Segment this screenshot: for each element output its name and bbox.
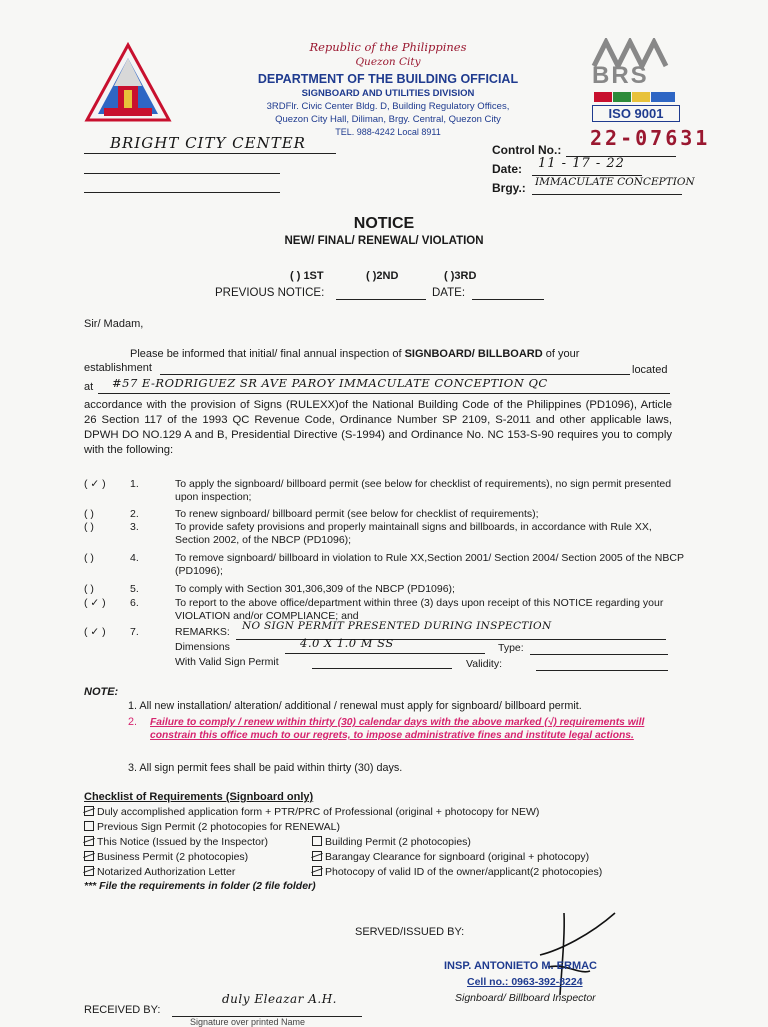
checklist-item-1: Duly accomplished application form + PTR/PRC of Professional (original + photocopy for NEW)	[84, 806, 539, 819]
establishment-label: establishment	[84, 362, 152, 374]
note-1: 1. All new installation/ alteration/ additional / renewal must apply for signboard/ billboard permit.	[128, 700, 582, 712]
folder-note: *** File the requirements in folder (2 file folder)	[84, 880, 316, 892]
notice-title: NOTICE	[353, 215, 415, 232]
brgy-label: Brgy.:	[492, 181, 526, 195]
inspector-cell: Cell no.: 0963-392-8224	[467, 976, 583, 988]
third-notice-option: ( )3RD	[444, 270, 477, 282]
city-line: Quezon City	[355, 56, 421, 68]
salutation: Sir/ Madam,	[84, 318, 144, 330]
remarks-value: NO SIGN PERMIT PRESENTED DURING INSPECTION	[242, 620, 552, 632]
checkbox	[312, 836, 322, 846]
checklist-item-3: This Notice (Issued by the Inspector)	[84, 836, 268, 849]
note-2-number: 2.	[128, 716, 138, 728]
checkbox	[84, 866, 94, 876]
valid-permit-label: With Valid Sign Permit	[175, 656, 279, 668]
served-label: SERVED/ISSUED BY:	[355, 926, 465, 938]
date-value: 11 - 17 - 22	[538, 156, 625, 171]
second-notice-option: ( )2ND	[366, 270, 399, 282]
checklist-item-4: Building Permit (2 photocopies)	[312, 836, 471, 849]
iso-badge: ISO 9001	[592, 105, 680, 122]
address-line-1: 3RDFlr. Civic Center Bldg. D, Building Regulatory Offices,	[266, 101, 510, 112]
address-line-2: Quezon City Hall, Diliman, Brgy. Central, Quezon City	[275, 114, 501, 125]
inspector-position: Signboard/ Billboard Inspector	[455, 992, 596, 1004]
telephone-line: TEL. 988-4242 Local 8911	[335, 127, 441, 137]
control-no-value: 22-07631	[590, 126, 711, 150]
received-label: RECEIVED BY:	[84, 1004, 161, 1016]
republic-line: Republic of the Philippines	[309, 40, 467, 54]
checkbox	[84, 821, 94, 831]
brgy-value: IMMACULATE CONCEPTION	[535, 176, 695, 188]
checkbox	[84, 806, 94, 816]
note-2: Failure to comply / renew within thirty (30) calendar days with the above marked (√) requirements will constrain this office much to our regrets, to impose administrative fines and institute legal actions.	[150, 717, 645, 741]
requirement-item-6: ( ✓ ) 6. To report to the above office/department within three (3) days upon receipt of this NOTICE regarding your VIOLATION and/or COMPLIANCE; and	[84, 597, 664, 622]
quezon-city-seal	[84, 42, 172, 124]
checklist-item-8: Photocopy of valid ID of the owner/applicant(2 photocopies)	[312, 866, 602, 879]
department-name: DEPARTMENT OF THE BUILDING OFFICIAL	[257, 72, 519, 86]
legal-basis-paragraph: accordance with the provision of Signs (RULEXX)of the National Building Code of the Philippines (PD1096), Article 26 Section 117 of the 1993 QC Revenue Code, Ordinance Number SP 2109, S-2011 and other applicable laws, DPWH DO NO.129 A and B, Presidential Directive (S-1994) and Ordinance No. NC 153-S-90 requires you to comply with the following:	[84, 399, 672, 456]
checklist-title: Checklist of Requirements (Signboard only)	[84, 791, 314, 803]
checkbox	[84, 851, 94, 861]
dimensions-label: Dimensions	[175, 641, 230, 653]
validity-label: Validity:	[466, 658, 502, 670]
division-name: SIGNBOARD AND UTILITIES DIVISION	[301, 88, 475, 99]
note-title: NOTE:	[84, 686, 119, 698]
inspector-name: INSP. ANTONIETO M. ERMAC	[444, 960, 598, 972]
checklist-item-6: Barangay Clearance for signboard (original + photocopy)	[312, 851, 589, 864]
at-label: at	[84, 381, 94, 393]
brs-label: BRS	[592, 62, 649, 89]
notice-subtitle: NEW/ FINAL/ RENEWAL/ VIOLATION	[284, 235, 484, 247]
previous-notice-label: PREVIOUS NOTICE:	[215, 287, 325, 299]
checklist-item-7: Notarized Authorization Letter	[84, 866, 235, 879]
location-value: #57 E-RODRIGUEZ SR AVE PAROY IMMACULATE CONCEPTION QC	[112, 376, 548, 390]
requirement-item-3: ( ) 3. To provide safety provisions and properly maintainall signs and billboards, in accordance with Rule XX, Section 2002, of the NBCP (PD1096);	[84, 521, 652, 546]
received-signature: duly Eleazar A.H.	[222, 992, 337, 1006]
received-caption: Signature over printed Name	[190, 1017, 306, 1027]
intro-line: Please be informed that initial/ final annual inspection of SIGNBOARD/ BILLBOARD of your	[130, 348, 580, 360]
checklist-item-2: Previous Sign Permit (2 photocopies for RENEWAL)	[84, 821, 340, 834]
dimensions-value: 4.0 X 1.0 M SS	[300, 636, 394, 650]
first-notice-option: ( ) 1ST	[290, 270, 324, 282]
requirement-item-1: ( ✓ ) 1. To apply the signboard/ billboard permit (see below for checklist of requirements), no sign permit presented upon inspection;	[84, 478, 672, 503]
checkbox	[84, 836, 94, 846]
previous-date-label: DATE:	[432, 287, 466, 299]
checkbox	[312, 851, 322, 861]
date-label: Date:	[492, 162, 523, 176]
control-no-label: Control No.:	[492, 143, 562, 157]
located-label: located	[632, 364, 668, 376]
checklist-item-5: Business Permit (2 photocopies)	[84, 851, 248, 864]
type-label: Type:	[498, 642, 524, 654]
addressee-value: BRIGHT CITY CENTER	[110, 134, 306, 152]
checkbox	[312, 866, 322, 876]
note-3: 3. All sign permit fees shall be paid within thirty (30) days.	[128, 762, 403, 774]
requirement-item-4: ( ) 4. To remove signboard/ billboard in violation to Rule XX,Section 2001/ Section 2004/ Section 2005 of the NBCP (PD1096);	[84, 552, 684, 577]
